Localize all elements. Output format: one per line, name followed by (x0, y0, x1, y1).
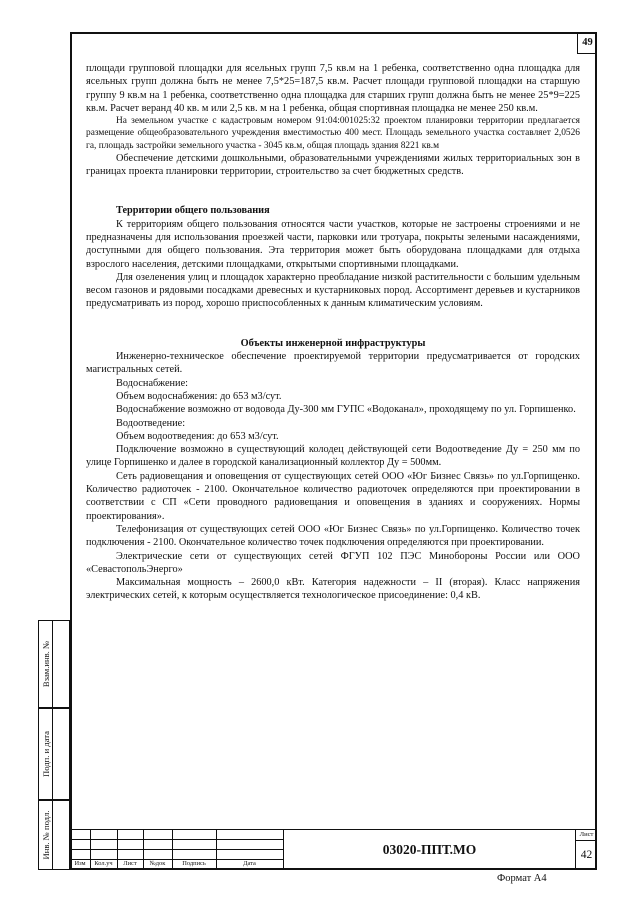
paragraph: Инженерно-техническое обеспечение проектируемой территории предусматривается от городских магистральных сетей. (86, 351, 580, 376)
paragraph: Водоснабжение возможно от водовода Ду-300 мм ГУПС «Водоканал», проходящему по ул. Горпишенко. (116, 404, 576, 416)
document-body (86, 62, 580, 603)
document-code: 03020-ППТ.МО (283, 829, 576, 870)
paragraph: Сеть радиовещания и оповещения от существующих сетей ООО «Юг Бизнес Связь» по ул.Горпищенко. Количество радиоточек - 2100. Окончательное количество радиоточек определяются при проектировании в соответствии с СП «Сети проводного радиовещания и оповещения в зданиях и сооружениях. Нормы проектирования». (86, 470, 580, 522)
grid-row (70, 849, 283, 850)
paragraph: Объем водоснабжения: до 653 м3/сут. (116, 390, 282, 402)
side-label-vzam-inv: Взам.инв. № (40, 640, 51, 688)
side-label-inv-podl: Инв. № подл. (40, 810, 51, 860)
col-caption-list: Лист (123, 860, 137, 867)
paragraph-gap (86, 178, 580, 191)
format-label: Формат А4 (497, 873, 547, 884)
paragraph: Для озеленения улиц и площадок характерно преобладание низкой растительности с большим удельным весом газонов и рядовыми посадками древесных и кустарниковых пород. Ассортимент деревьев и кустарников предусматривать из пород, хорошо приспособленных к данным климатическим условиям. (86, 271, 580, 310)
revision-grid (70, 829, 283, 870)
paragraph: Водоотведение: (116, 417, 186, 429)
paragraph: Водоснабжение: (116, 377, 188, 389)
col-caption-ndok: №док (149, 860, 166, 867)
paragraph: Обеспечение детскими дошкольными, образовательными учреждениями жилых территориальных зон в границах проекта планировки территории, строительство за счет бюджетных средств. (86, 152, 580, 178)
title-block (70, 829, 597, 870)
paragraph: Электрические сети от существующих сетей ФГУП 102 ПЭС Минобороны России или ООО «СевастопольЭнерго» (86, 550, 580, 575)
paragraph: Телефонизация от существующих сетей ООО «Юг Бизнес Связь» по ул.Горпищенко. Количество точек подключения - 2100. Окончательное количество точек подключения определяются при проектировании. (86, 523, 580, 549)
col-caption-data: Дата (243, 860, 256, 867)
col-caption-izm: Изм (74, 860, 86, 867)
section-heading: Территории общего пользования (116, 205, 270, 217)
paragraph: Объем водоотведения: до 653 м3/сут. (116, 430, 279, 442)
page-number-top: 49 (577, 32, 597, 54)
sheet-cell (576, 829, 597, 870)
side-box-vzam (38, 620, 70, 708)
paragraph: К территориям общего пользования относятся части участков, которые не застроены строениями и не предназначены для использования проезжей части, парковки или тротуара, покрыты зелеными насаждениями, доступными для общего пользования. Эта территория может быть оборудована площадками для отдыха взрослого населения, детскими площадками, открытыми спортивными площадками. (86, 218, 580, 270)
col-caption-podpis: Подпись (182, 860, 206, 867)
paragraph: площади групповой площадки для ясельных групп 7,5 кв.м на 1 ребенка, соответственно одна площадка для ясельных групп должна быть не менее 7,5*25=187,5 кв.м. Расчет площади групповой площадки на старшую группу 9 кв.м на 1 ребенка, соответственно одна площадка для старших групп должна быть не менее 25*9=225 кв.м. Расчет веранд 40 кв. м или 2,5 кв. м на 1 ребенка, общая спортивная площадка не менее 250 кв.м. (86, 63, 580, 114)
side-label-podp-data: Подп. и дата (40, 731, 51, 777)
sheet-number: 42 (580, 849, 593, 861)
section-heading: Объекты инженерной инфраструктуры (240, 337, 426, 349)
col-caption-kol-uch: Кол.уч (94, 860, 113, 867)
paragraph-gap (86, 311, 580, 324)
sheet-label: Лист (576, 829, 597, 841)
side-box-inv (38, 800, 70, 870)
paragraph: Подключение возможно в существующий колодец действующей сети Водоотведение Ду = 250 мм по улице Горпишенко и далее в городской канализационный коллектор Ду = 500мм. (86, 444, 580, 469)
side-box-podp (38, 708, 70, 800)
grid-row (70, 839, 283, 840)
paragraph: Максимальная мощность – 2600,0 кВт. Категория надежности – II (вторая). Класс напряжения электрических сетей, к которым осуществляется технологическое присоединение: 0,4 кВ. (86, 577, 580, 602)
paragraph: На земельном участке с кадастровым номером 91:04:001025:32 проектом планировки территории предлагается размещение общеобразовательного учреждения вместимостью 400 мест. Площадь земельного участка составляет 2,0526 га, площадь застройки земельного участка - 3045 кв.м, общая площадь здания 8221 кв.м (86, 116, 580, 151)
